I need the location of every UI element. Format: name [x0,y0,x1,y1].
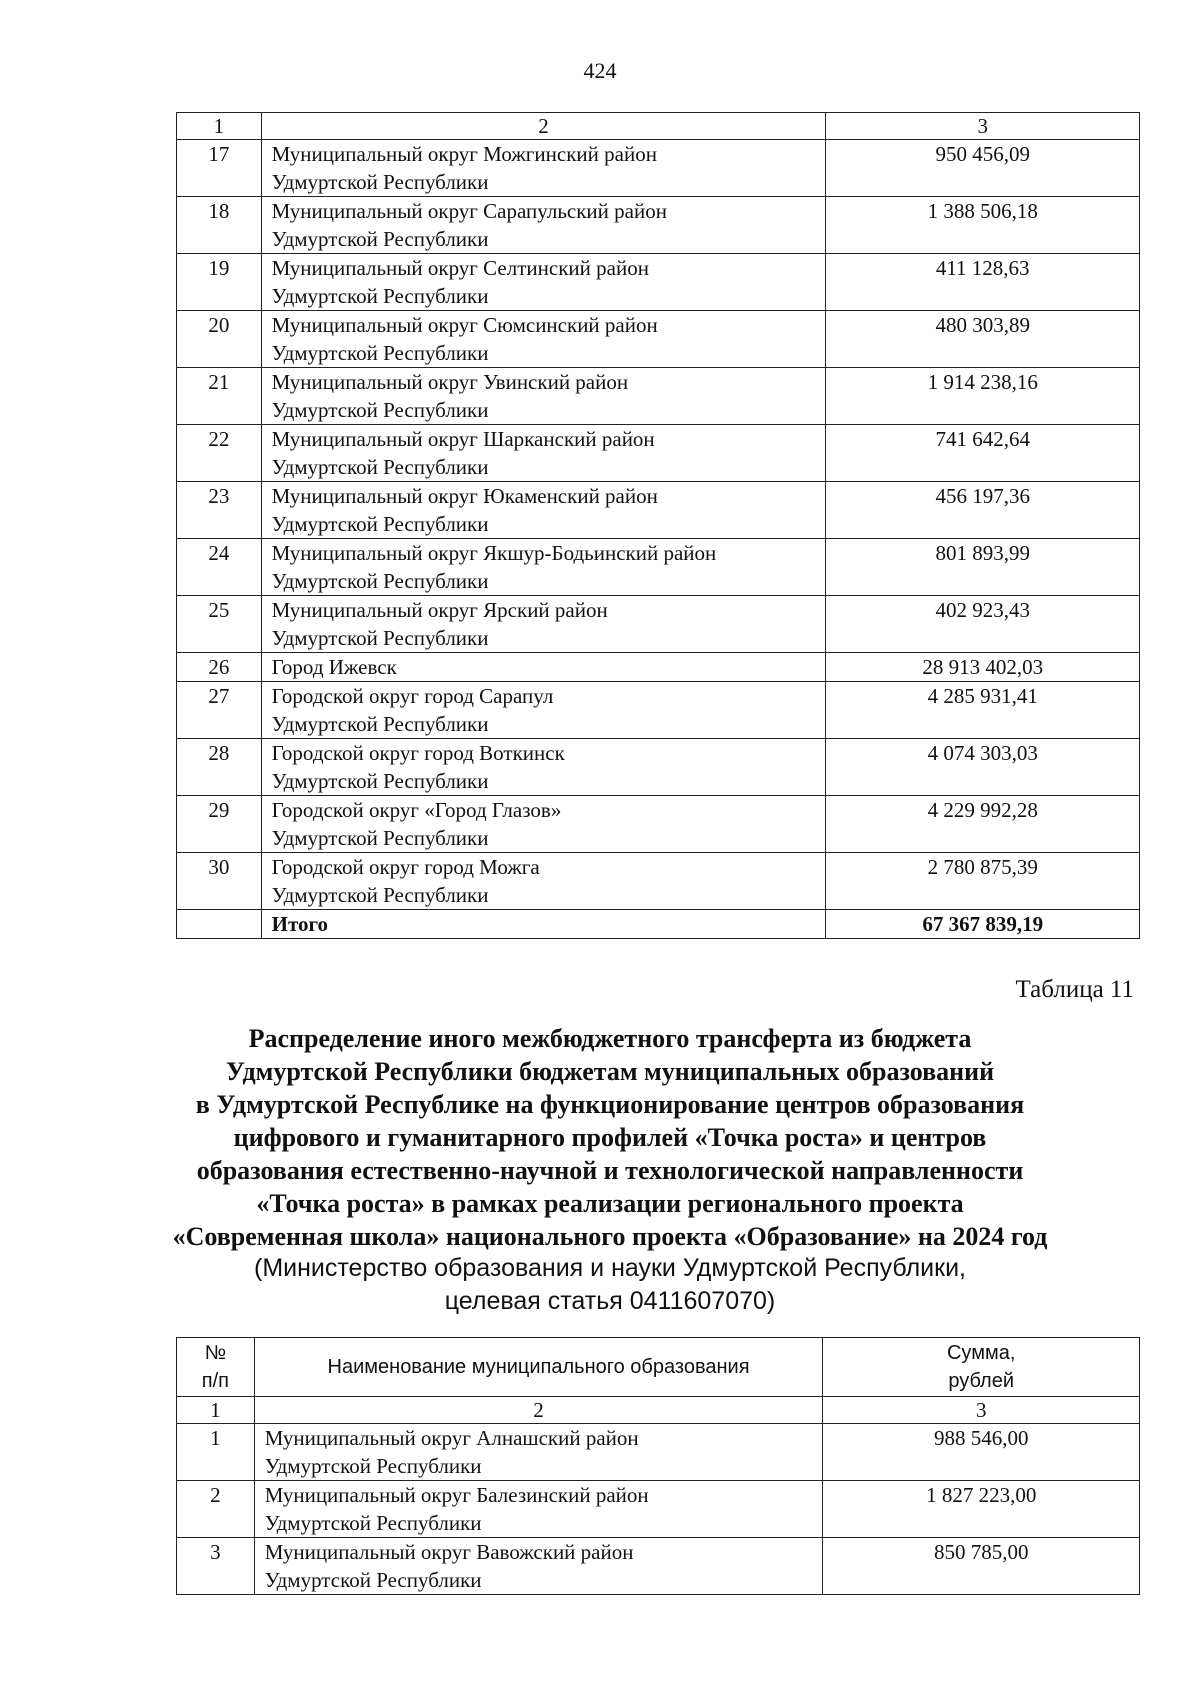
municipality-name-line2: Удмуртской Республики [264,1568,482,1592]
table-row [177,739,1140,796]
title-line: Удмуртской Республики бюджетам муниципальных образований [225,1057,995,1086]
allocation-table-11 [176,1337,1140,1595]
municipality-name-line2: Удмуртской Республики [271,826,489,850]
column-number-row [177,113,1140,140]
municipality-name-line2: Удмуртской Республики [271,284,489,308]
municipality-name [261,197,826,254]
amount: 741 642,64 [826,425,1140,482]
table-row [177,539,1140,596]
amount: 1 827 223,00 [823,1481,1140,1538]
municipality-name [261,653,826,682]
municipality-name-line2: Удмуртской Республики [271,455,489,479]
municipality-name [254,1538,823,1595]
municipality-name-line2: Удмуртской Республики [271,569,489,593]
municipality-name-line1: Городской округ «Город Глазов» [271,798,562,822]
table-row [177,140,1140,197]
title-line: образования естественно-научной и технологической направленности [196,1156,1024,1185]
municipality-name [261,853,826,910]
municipality-name-line1: Муниципальный округ Увинский район [271,370,629,394]
table-title [90,1022,1130,1253]
amount: 4 074 303,03 [826,739,1140,796]
subtitle-line: (Министерство образования и науки Удмуртской Республики, [254,1254,966,1282]
table-row [177,653,1140,682]
municipality-name [261,596,826,653]
table-row [177,368,1140,425]
municipality-name-line1: Город Ижевск [271,655,397,679]
table-row [177,425,1140,482]
municipality-name [261,482,826,539]
row-number: 26 [177,653,262,682]
municipality-name-line2: Удмуртской Республики [271,626,489,650]
row-number: 1 [177,1424,255,1481]
column-number-2: 2 [261,113,826,140]
municipality-name-line2: Удмуртской Республики [271,398,489,422]
header-number [177,1338,255,1397]
municipality-name-line2: Удмуртской Республики [271,769,489,793]
total-empty-cell [177,910,262,939]
table-row [177,596,1140,653]
row-number: 19 [177,254,262,311]
column-number-3: 3 [823,1397,1140,1424]
municipality-name-line1: Муниципальный округ Можгинский район [271,142,657,166]
row-number: 30 [177,853,262,910]
municipality-name [261,254,826,311]
municipality-name [261,739,826,796]
amount: 4 229 992,28 [826,796,1140,853]
amount: 1 914 238,16 [826,368,1140,425]
amount: 801 893,99 [826,539,1140,596]
row-number: 28 [177,739,262,796]
municipality-name-line2: Удмуртской Республики [271,883,489,907]
municipality-name [261,539,826,596]
table-row [177,682,1140,739]
municipality-name-line1: Городской округ город Воткинск [271,741,565,765]
column-number-2: 2 [254,1397,823,1424]
header-number-line2: п/п [201,1370,229,1392]
subtitle-line: целевая статья 0411607070) [444,1287,776,1315]
title-line: в Удмуртской Республике на функционирование центров образования [195,1090,1025,1119]
row-number: 23 [177,482,262,539]
amount: 950 456,09 [826,140,1140,197]
amount: 402 923,43 [826,596,1140,653]
table-row [177,1538,1140,1595]
table-label: Таблица 11 [1015,976,1134,1003]
municipality-name [261,425,826,482]
municipality-name [261,311,826,368]
table-row [177,254,1140,311]
municipality-name-line1: Городской округ город Сарапул [271,684,554,708]
municipality-name-line1: Муниципальный округ Балезинский район [264,1483,649,1507]
municipality-name [254,1424,823,1481]
municipality-name-line1: Муниципальный округ Ярский район [271,598,608,622]
municipality-name-line1: Муниципальный округ Сюмсинский район [271,313,658,337]
column-number-1: 1 [177,113,262,140]
amount: 850 785,00 [823,1538,1140,1595]
amount: 1 388 506,18 [826,197,1140,254]
row-number: 18 [177,197,262,254]
header-sum-line2: рублей [948,1370,1015,1392]
municipality-name-line1: Муниципальный округ Селтинский район [271,256,649,280]
table-row [177,311,1140,368]
title-line: «Современная школа» национального проекта «Образование» на 2024 год [172,1222,1048,1251]
header-number-line1: № [204,1342,227,1364]
column-number-row [177,1397,1140,1424]
row-number: 24 [177,539,262,596]
column-number-1: 1 [177,1397,255,1424]
row-number: 22 [177,425,262,482]
municipality-name-line1: Муниципальный округ Якшур-Бодьинский район [271,541,717,565]
amount: 988 546,00 [823,1424,1140,1481]
row-number: 17 [177,140,262,197]
municipality-name-line1: Муниципальный округ Алнашский район [264,1426,639,1450]
title-line: цифрового и гуманитарного профилей «Точка роста» и центров [233,1123,987,1152]
municipality-name-line1: Городской округ город Можга [271,855,540,879]
municipality-name-line2: Удмуртской Республики [271,341,489,365]
row-number: 25 [177,596,262,653]
allocation-table-continued [176,112,1140,939]
municipality-name-line2: Удмуртской Республики [271,170,489,194]
table-row [177,853,1140,910]
row-number: 3 [177,1538,255,1595]
municipality-name [261,796,826,853]
municipality-name [261,140,826,197]
municipality-name [254,1481,823,1538]
total-label: Итого [261,910,826,939]
amount: 4 285 931,41 [826,682,1140,739]
total-row [177,910,1140,939]
title-line: Распределение иного межбюджетного трансферта из бюджета [248,1024,972,1053]
row-number: 27 [177,682,262,739]
title-line: «Точка роста» в рамках реализации регионального проекта [256,1189,964,1218]
table-subtitle [90,1252,1130,1318]
amount: 456 197,36 [826,482,1140,539]
table-row [177,197,1140,254]
table-header-row [177,1338,1140,1397]
municipality-name-line2: Удмуртской Республики [264,1511,482,1535]
amount: 480 303,89 [826,311,1140,368]
municipality-name-line1: Муниципальный округ Юкаменский район [271,484,658,508]
page-number: 424 [583,58,617,83]
row-number: 29 [177,796,262,853]
amount: 411 128,63 [826,254,1140,311]
amount: 28 913 402,03 [826,653,1140,682]
total-amount: 67 367 839,19 [826,910,1140,939]
table-row [177,1481,1140,1538]
table-row [177,796,1140,853]
municipality-name-line2: Удмуртской Республики [271,712,489,736]
table-row [177,482,1140,539]
municipality-name [261,682,826,739]
municipality-name-line1: Муниципальный округ Сарапульский район [271,199,667,223]
municipality-name-line1: Муниципальный округ Вавожский район [264,1540,634,1564]
header-name: Наименование муниципального образования [254,1338,823,1397]
row-number: 2 [177,1481,255,1538]
municipality-name-line2: Удмуртской Республики [271,227,489,251]
municipality-name-line1: Муниципальный округ Шарканский район [271,427,655,451]
header-sum-line1: Сумма, [946,1342,1016,1364]
header-sum [823,1338,1140,1397]
municipality-name [261,368,826,425]
municipality-name-line2: Удмуртской Республики [271,512,489,536]
row-number: 21 [177,368,262,425]
row-number: 20 [177,311,262,368]
table-row [177,1424,1140,1481]
column-number-3: 3 [826,113,1140,140]
municipality-name-line2: Удмуртской Республики [264,1454,482,1478]
amount: 2 780 875,39 [826,853,1140,910]
